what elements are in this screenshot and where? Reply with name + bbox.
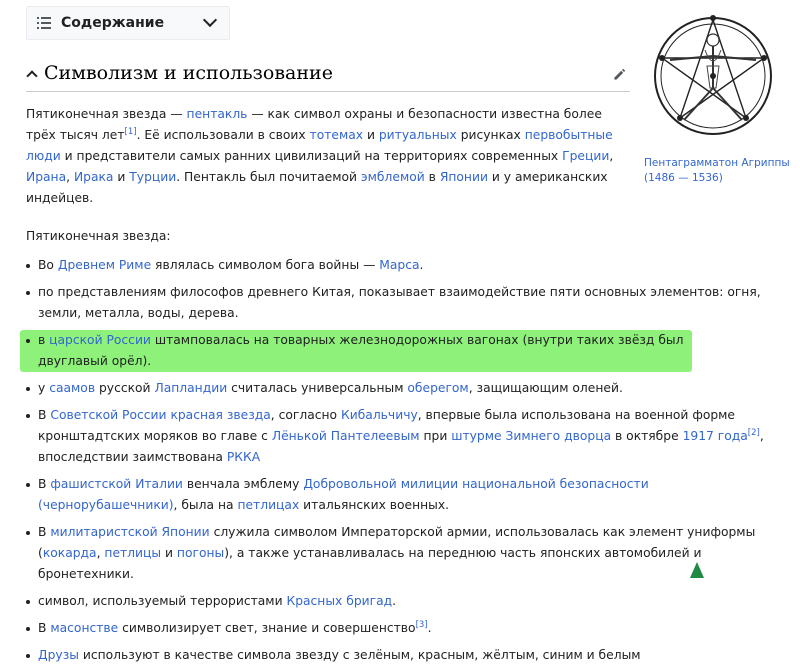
list-item-highlighted: в царской России штамповалась на товарных железнодорожных вагонах (внутри таких звёзд был двуглавый орёл).: [20, 330, 692, 372]
link-tsarist-russia[interactable]: царской России: [49, 333, 151, 347]
link-shoulder-straps[interactable]: погоны: [176, 546, 225, 560]
link-winter-palace[interactable]: штурме Зимнего дворца: [451, 429, 612, 443]
link-emblem[interactable]: эмблемой: [360, 170, 425, 184]
link-pentakl[interactable]: пентакль: [186, 107, 248, 121]
list-intro: Пятиконечная звезда:: [26, 229, 171, 243]
ref-2[interactable]: [2]: [747, 427, 760, 438]
list-item: символ, используемый террористами Красных бригад.: [26, 591, 786, 612]
ref-3[interactable]: [3]: [415, 619, 428, 630]
link-amulet[interactable]: оберегом: [407, 381, 469, 395]
link-red-star[interactable]: красная звезда: [170, 408, 271, 422]
link-turkey[interactable]: Турции: [129, 170, 177, 184]
link-iran[interactable]: Ирана: [26, 170, 67, 184]
link-druze[interactable]: Друзы: [38, 648, 79, 662]
chevron-down-icon[interactable]: [203, 13, 217, 27]
link-freemasonry[interactable]: масонстве: [50, 621, 119, 635]
chevron-up-icon[interactable]: [26, 70, 37, 81]
link-kibalchich[interactable]: Кибальчичу: [340, 408, 418, 422]
list-item: В масонстве символизирует свет, знание и совершенство[3].: [26, 618, 786, 639]
list-item: Друзы используют в качестве символа звезду с зелёным, красным, жёлтым, синим и белым: [26, 645, 786, 666]
link-ancient-rome[interactable]: Древнем Риме: [57, 258, 152, 272]
pencil-icon[interactable]: [612, 66, 628, 82]
link-greece[interactable]: Греции: [562, 149, 610, 163]
link-cockade[interactable]: кокарда: [42, 546, 97, 560]
ref-1[interactable]: [1]: [124, 126, 137, 137]
list-item: В Советской России красная звезда, согласно Кибальчичу, впервые была использована на военной форме кронштадтских моряков во главе с Лёнькой Пантелеевым при штурме Зимнего дворца в октябре 1917 года[2], впоследствии заимствована РККА: [26, 405, 786, 468]
link-soviet-russia[interactable]: Советской России: [50, 408, 167, 422]
toc-title: Содержание: [61, 15, 165, 31]
link-totem[interactable]: тотемах: [309, 128, 364, 142]
section-title: Символизм и использование: [44, 62, 333, 84]
list-item: В фашистской Италии венчала эмблему Добровольной милиции национальной безопасности (чернорубашечники), была на петлицах итальянских военных.: [26, 474, 786, 516]
link-mars[interactable]: Марса: [379, 258, 420, 272]
link-tabs[interactable]: петлицы: [104, 546, 162, 560]
link-panteleev[interactable]: Лёнькой Пантелеевым: [271, 429, 420, 443]
toc-toggle[interactable]: [26, 6, 230, 40]
list-icon: [37, 17, 51, 29]
section-heading: [26, 58, 630, 92]
list-item: В милитаристской Японии служила символом Императорской армии, использовалась как элемент униформы (кокарда, петлицы и погоны), а также устанавливалась на переднюю часть японских автомобилей и бронетехники.: [26, 522, 786, 585]
intro-paragraph: Пятиконечная звезда — пентакль — как символ охраны и безопасности известна более трёх тысяч лет[1]. Её использовали в своих тотемах и ритуальных рисунках первобытные люди и представители самых ранних цивилизаций на территориях современных Греции, Ирана, Ирака и Турции. Пентакль был почитаемой эмблемой в Японии и у американских индейцев.: [26, 107, 614, 205]
link-collar-tabs[interactable]: петлицах: [237, 498, 300, 512]
link-militarist-japan[interactable]: милитаристской Японии: [50, 525, 210, 539]
link-1917[interactable]: 1917 года: [682, 429, 748, 443]
link-fascist-italy[interactable]: фашистской Италии: [50, 477, 183, 491]
link-red-brigades[interactable]: Красных бригад: [286, 594, 393, 608]
article-body: [26, 104, 786, 672]
pentagram-man-image[interactable]: [650, 6, 776, 146]
link-japan[interactable]: Японии: [439, 170, 488, 184]
link-lapland[interactable]: Лапландии: [154, 381, 228, 395]
link-sami[interactable]: саамов: [49, 381, 96, 395]
list-item: у саамов русской Лапландии считалась универсальным оберегом, защищающим оленей.: [26, 378, 786, 399]
link-rkka[interactable]: РККА: [226, 450, 261, 464]
symbol-list: [26, 255, 786, 666]
link-primitive[interactable]: первобытные люди: [26, 128, 613, 163]
list-item: Во Древнем Риме являлась символом бога войны — Марса.: [26, 255, 786, 276]
link-mvsn[interactable]: Добровольной милиции национальной безопасности (чернорубашечники): [38, 477, 649, 512]
list-item: по представлениям философов древнего Китая, показывает взаимодействие пяти основных элементов: огня, земли, металла, воды, дерева.: [26, 282, 786, 324]
link-ritual[interactable]: ритуальных: [378, 128, 457, 142]
tree-icon: [688, 562, 706, 578]
link-iraq[interactable]: Ирака: [73, 170, 114, 184]
figure-caption[interactable]: Пентаграмматон Агриппы (1486 — 1536): [644, 157, 790, 184]
figure: [644, 6, 794, 186]
